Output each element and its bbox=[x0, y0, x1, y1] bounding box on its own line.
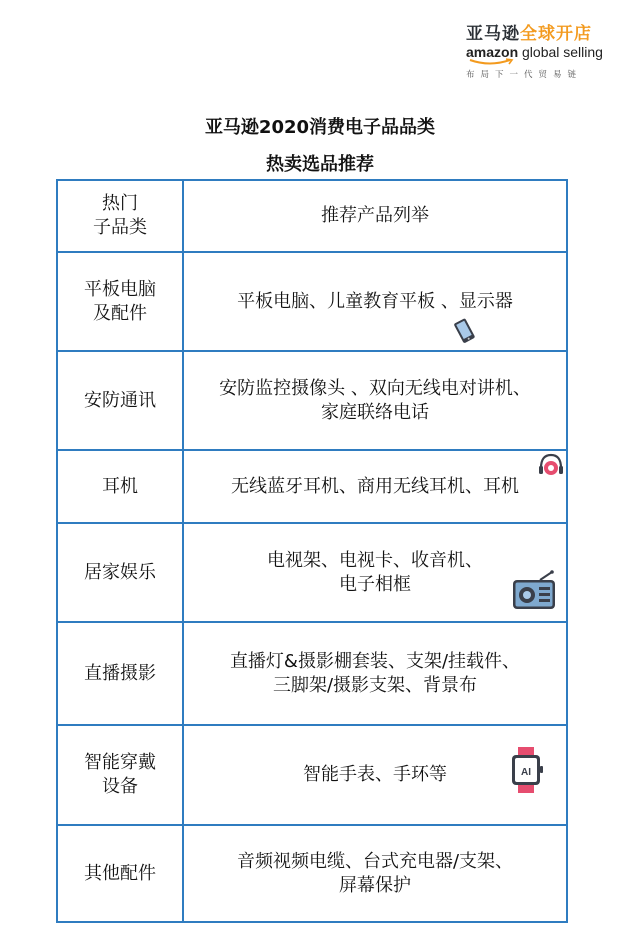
category-cell bbox=[57, 450, 183, 523]
category-label: 平板电脑 及配件 bbox=[84, 278, 156, 324]
category-label: 耳机 bbox=[102, 475, 138, 497]
category-label: 智能穿戴 设备 bbox=[84, 752, 156, 797]
table-row bbox=[57, 351, 567, 450]
table-row bbox=[57, 825, 567, 922]
products-label: 智能手表、手环等 bbox=[303, 764, 447, 785]
amazon-wordmark: amazon bbox=[466, 44, 519, 60]
category-label: 居家娱乐 bbox=[84, 561, 156, 583]
brand-name-part2: 全球开店 bbox=[520, 24, 592, 44]
products-cell bbox=[183, 622, 567, 725]
brand-slogan: 布局下一代贸易链 bbox=[466, 70, 583, 80]
products-cell bbox=[183, 523, 567, 622]
category-cell bbox=[57, 523, 183, 622]
category-cell bbox=[57, 622, 183, 725]
header-category-label: 热门 子品类 bbox=[93, 193, 147, 238]
brand-name bbox=[466, 24, 606, 44]
products-cell bbox=[183, 825, 567, 922]
page-subtitle: 热卖选品推荐 bbox=[266, 154, 374, 175]
products-label: 无线蓝牙耳机、商用无线耳机、耳机 bbox=[231, 475, 519, 497]
svg-text:AI: AI bbox=[521, 767, 531, 778]
products-label: 直播灯&摄影棚套装、支架/挂载件、 三脚架/摄影支架、背景布 bbox=[229, 650, 521, 696]
category-label: 直播摄影 bbox=[84, 662, 156, 684]
category-label: 其他配件 bbox=[84, 862, 156, 884]
category-label: 安防通讯 bbox=[84, 389, 156, 411]
recommendation-table bbox=[56, 179, 568, 923]
products-label: 平板电脑、儿童教育平板 、显示器 bbox=[237, 290, 513, 312]
products-label: 安防监控摄像头 、双向无线电对讲机、 家庭联络电话 bbox=[219, 377, 531, 423]
table-row bbox=[57, 252, 567, 351]
products-label: 音频视频电缆、台式充电器/支架、 屏幕保护 bbox=[236, 850, 514, 896]
products-cell bbox=[183, 351, 567, 450]
header-category-cell bbox=[57, 180, 183, 252]
category-cell bbox=[57, 725, 183, 825]
header-products-label: 推荐产品列举 bbox=[321, 205, 429, 226]
headphones-icon bbox=[536, 451, 566, 479]
table-row bbox=[57, 725, 567, 825]
amazon-smile-icon bbox=[468, 58, 516, 66]
category-cell bbox=[57, 351, 183, 450]
brand-logo bbox=[466, 24, 606, 80]
products-cell bbox=[183, 450, 567, 523]
table-header-row bbox=[57, 180, 567, 252]
tablet-icon bbox=[450, 317, 478, 345]
header-products-cell bbox=[183, 180, 567, 252]
global-selling-text: global selling bbox=[518, 44, 603, 60]
products-cell bbox=[183, 252, 567, 351]
brand-name-part1: 亚马逊 bbox=[466, 24, 520, 44]
radio-icon bbox=[510, 570, 558, 612]
table-row bbox=[57, 450, 567, 523]
page-title: 亚马逊2020消费电子品品类 bbox=[204, 117, 436, 138]
brand-wordmark bbox=[466, 44, 606, 60]
table-row bbox=[57, 523, 567, 622]
products-cell bbox=[183, 725, 567, 825]
smartwatch-icon bbox=[506, 746, 546, 794]
category-cell bbox=[57, 825, 183, 922]
table-row bbox=[57, 622, 567, 725]
products-label: 电视架、电视卡、收音机、 电子相框 bbox=[267, 549, 483, 595]
category-cell bbox=[57, 252, 183, 351]
